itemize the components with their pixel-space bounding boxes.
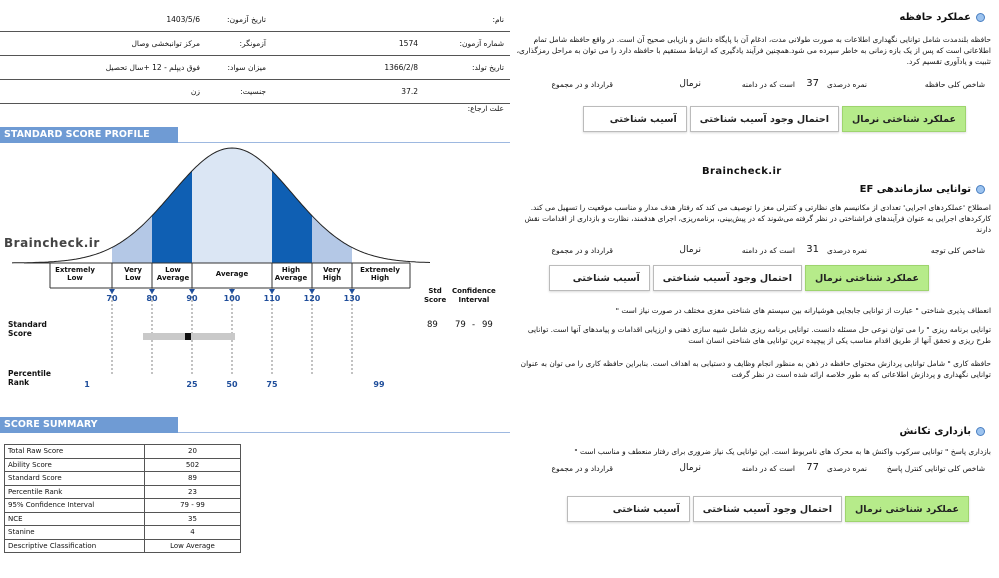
summary-value: 4 [145, 526, 241, 540]
tick-label: 110 [263, 294, 281, 303]
percentile-label: 25 [186, 380, 198, 389]
tick-label: 100 [223, 294, 241, 303]
memory-impairment-button[interactable]: آسیب شناختی [583, 106, 687, 132]
table-row [5, 485, 241, 499]
tick-triangle-icon [149, 289, 155, 294]
summary-label: Percentile Rank [5, 485, 145, 499]
memory-percent-label: نمره درصدی [826, 80, 867, 89]
summary-value: 35 [145, 512, 241, 526]
response-possible-impairment-button[interactable]: احتمال وجود آسیب شناختی [693, 496, 842, 522]
bell-band-1 [112, 216, 152, 263]
tick-label: 70 [106, 294, 118, 303]
percentile-label: 99 [373, 380, 385, 389]
tick-triangle-icon [309, 289, 315, 294]
ef-working-memory-paragraph: حافظه کاری " شامل توانایی پردازش محتوای حافظه در ذهن به منظور انجام وظایف و دستیابی به اهداف است. بنابراین حافظه کاری را می توان به عنوان توانایی نگهداری و پردازش اطلاعاتی که به طور خلاصه ارائه شده است در نظر گرفت [520, 359, 991, 379]
memory-possible-impairment-button[interactable]: احتمال وجود آسیب شناختی [690, 106, 839, 132]
ef-metric-row [510, 246, 999, 260]
summary-value: 502 [145, 458, 241, 472]
bell-band-5 [312, 216, 352, 263]
test-date-label: تاریخ آزمون: [227, 15, 266, 24]
gender-label: جنسیت: [240, 87, 266, 96]
tick-label: 90 [186, 294, 198, 303]
ef-planning-paragraph: توانایی برنامه ریزی " را می توان نوعی حل مسئله دانست. توانایی برنامه ریزی شامل شبیه سازی ذهنی و ارزیابی اقدامات و پیامدهای آنها است. توانایی طرح ریزی و تحقق آنها از طریق اقدام مناسب یکی از پیچیده ترین توانایی های شناختی انسان است [527, 325, 991, 345]
std-score-heading: Std Score [424, 287, 447, 304]
bullet-icon [976, 427, 985, 436]
ef-normal-button[interactable]: عملکرد شناختی نرمال [805, 265, 929, 291]
summary-value: Low Average [145, 539, 241, 553]
name-label: نام: [492, 15, 504, 24]
memory-range-value: نرمال [679, 79, 701, 89]
ef-flexibility-paragraph: انعطاف پذیری شناختی " عبارت از توانایی جابجایی هوشیارانه بین سیستم های شناختی مغزی مختلف در صورت نیاز است " [615, 306, 991, 315]
summary-label: Stanine [5, 526, 145, 540]
table-row [5, 499, 241, 513]
category-label: Extremely High [360, 266, 400, 282]
summary-label: Standard Score [5, 472, 145, 486]
info-row-3 [0, 56, 510, 80]
interpretation-panel [510, 0, 999, 578]
summary-label: 95% Confidence Interval [5, 499, 145, 513]
percentile-label: 1 [84, 380, 90, 389]
bullet-icon [976, 13, 985, 22]
table-row [5, 539, 241, 553]
memory-paragraph: حافظه بلندمدت شامل توانایی نگهداری اطلاعات به صورت طولانی مدت، ادغام آن با پایگاه دانش و بازیابی صحیح آن است. در واقع حافظه شامل تمام اطلاعاتی است که پس از یک بازه زمانی به خاطر سپرده می شود.همچنین فرآیند یادگیری که ارتباط مستقیم با حافظه دارد را می توان به مراحل رمزگذاری، تثبیت و یادآوری تقسیم کرد. [516, 35, 991, 66]
memory-percent-value: 37 [806, 78, 819, 89]
ef-possible-impairment-button[interactable]: احتمال وجود آسیب شناختی [653, 265, 802, 291]
tick-triangle-icon [189, 289, 195, 294]
birth-date-label: تاریخ تولد: [471, 63, 504, 72]
ci-dash: - [472, 320, 476, 330]
memory-metric-name: شاخص کلی حافظه [924, 80, 985, 89]
ef-impairment-button[interactable]: آسیب شناختی [549, 265, 650, 291]
response-range-value: نرمال [679, 463, 701, 473]
tick-triangle-icon [349, 289, 355, 294]
response-paragraph: بازداری پاسخ " توانایی سرکوب واکنش ها به محرک های نامربوط است. این توانایی یک نیاز ضروری برای رفتار منعطف و مناسب است " [574, 447, 991, 456]
table-row [5, 458, 241, 472]
ef-metric-name: شاخص کلی توجه [930, 246, 985, 255]
memory-placed-label: قرارداد و در مجموع [551, 80, 613, 89]
examiner-label: آزمونگر: [239, 39, 266, 48]
table-row [5, 472, 241, 486]
education-label: میزان سواد: [227, 63, 266, 72]
info-row-1 [0, 8, 510, 32]
ef-title [860, 184, 985, 195]
summary-value: 23 [145, 485, 241, 499]
table-row [5, 445, 241, 459]
table-row [5, 512, 241, 526]
referral-reason-label: علت ارجاع: [467, 104, 504, 113]
bell-band-3 [192, 148, 272, 263]
birth-date-value: 1366/2/8 [384, 63, 418, 72]
table-row [5, 526, 241, 540]
response-button-group [567, 496, 969, 522]
summary-label: Descriptive Classification [5, 539, 145, 553]
std-score-value: 89 [427, 320, 438, 330]
standard-score-label: Standard Score [8, 320, 47, 338]
response-range-label: است که در دامنه [741, 464, 795, 473]
category-label: Low Average [156, 266, 190, 282]
ef-paragraph: اصطلاح 'عملکردهای اجرایی' تعدادی از مکانیسم های نظارتی و کنترلی مغز را توصیف می کند که رفتار هدف مدار و مناسب موقعیت را تسهیل می کند. کارکردهای اجرایی به عنوان فرآیندهای فراشناختی در نظر گرفته می‌شوند که در پیش‌بینی، برنامه‌ریزی، اجرای هدفمند، نظارت و بازداری از اقدامات نقش دارند [524, 203, 991, 234]
response-title-text: بازداری تکانش [899, 426, 971, 437]
score-summary-table [4, 444, 241, 553]
ef-percent-value: 31 [806, 244, 819, 255]
tick-label: 130 [343, 294, 361, 303]
response-normal-button[interactable]: عملکرد شناختی نرمال [845, 496, 969, 522]
bullet-icon [976, 185, 985, 194]
category-label: Extremely Low [55, 266, 95, 282]
info-row-2 [0, 32, 510, 56]
memory-metric-row [510, 80, 999, 94]
summary-label: Total Raw Score [5, 445, 145, 459]
test-number-label: شماره آزمون: [459, 39, 504, 48]
percentile-rank-label: Percentile Rank [8, 369, 51, 387]
ci-high-value: 99 [482, 320, 493, 330]
percentile-label: 50 [226, 380, 238, 389]
memory-title [899, 12, 985, 23]
tick-triangle-icon [269, 289, 275, 294]
tick-triangle-icon [109, 289, 115, 294]
summary-header: SCORE SUMMARY [0, 417, 178, 433]
age-value: 37.2 [401, 87, 418, 96]
memory-button-group [583, 106, 966, 132]
response-title [900, 426, 985, 437]
info-row-5 [0, 97, 510, 121]
test-date-value: 1403/5/6 [166, 15, 200, 24]
ef-title-text: توانایی سازماندهی EF [859, 184, 971, 195]
category-label: Average [215, 270, 249, 278]
score-marker [185, 333, 191, 340]
summary-value: 89 [145, 472, 241, 486]
category-label: High Average [274, 266, 308, 282]
memory-normal-button[interactable]: عملکرد شناختی نرمال [842, 106, 966, 132]
ci-low-value: 79 [455, 320, 466, 330]
category-label: Very High [322, 266, 342, 282]
examiner-value: مرکز توانبخشی وصال [131, 39, 200, 48]
bell-band-0 [0, 247, 112, 263]
ef-range-value: نرمال [679, 245, 701, 255]
test-number-value: 1574 [398, 39, 418, 48]
profile-watermark: Braincheck.ir [4, 236, 100, 250]
profile-header: STANDARD SCORE PROFILE [0, 127, 178, 143]
response-metric-row [510, 464, 999, 478]
ef-percent-label: نمره درصدی [826, 246, 867, 255]
response-metric-name: شاخص کلی توانایی کنترل پاسخ [886, 464, 985, 473]
site-watermark: Braincheck.ir [702, 166, 782, 177]
response-impairment-button[interactable]: آسیب شناختی [567, 496, 690, 522]
summary-label: Ability Score [5, 458, 145, 472]
bell-band-6 [352, 247, 430, 263]
summary-value: 79 - 99 [145, 499, 241, 513]
summary-label: NCE [5, 512, 145, 526]
tick-triangle-icon [229, 289, 235, 294]
response-placed-label: قرارداد و در مجموع [551, 464, 613, 473]
bell-band-4 [272, 171, 312, 263]
percentile-label: 75 [266, 380, 278, 389]
ef-button-group [549, 265, 929, 291]
summary-header-rule [178, 432, 510, 433]
tick-label: 120 [303, 294, 321, 303]
confidence-interval-heading: Confidence Interval [452, 287, 496, 304]
tick-label: 80 [146, 294, 158, 303]
bell-band-2 [152, 171, 192, 263]
ef-placed-label: قرارداد و در مجموع [551, 246, 613, 255]
memory-range-label: است که در دامنه [741, 80, 795, 89]
ef-range-label: است که در دامنه [741, 246, 795, 255]
memory-title-text: عملکرد حافظه [899, 12, 971, 23]
summary-value: 20 [145, 445, 241, 459]
education-value: فوق دیپلم - 12 +سال تحصیل [105, 63, 200, 72]
category-label: Very Low [124, 266, 142, 282]
gender-value: زن [190, 87, 200, 96]
response-percent-label: نمره درصدی [826, 464, 867, 473]
response-percent-value: 77 [806, 462, 819, 473]
